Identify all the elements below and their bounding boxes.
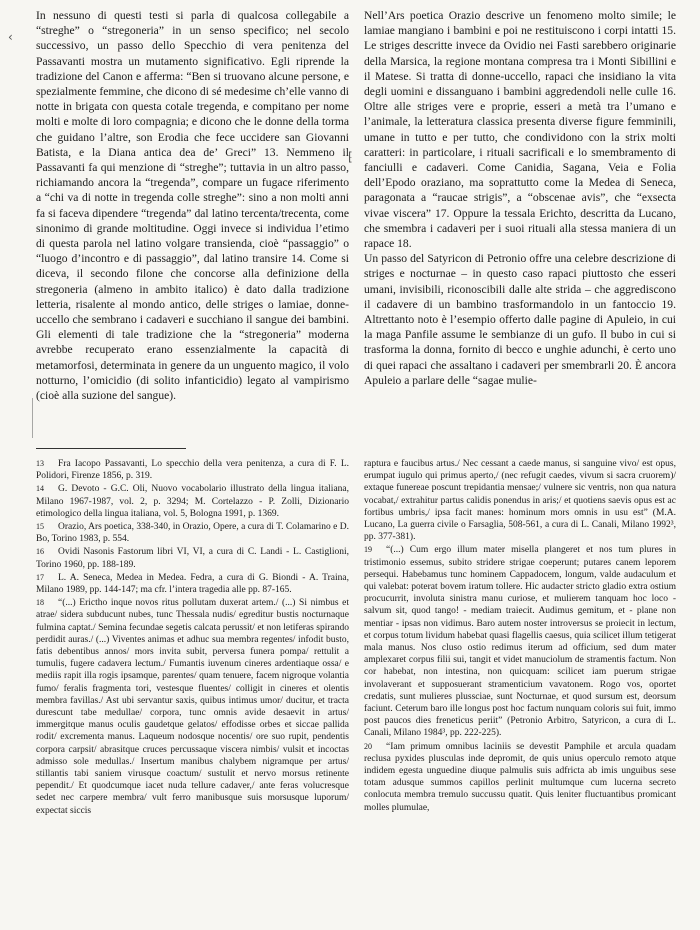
- footnote-15: 15 Orazio, Ars poetica, 338-340, in Orazio, Opere, a cura di T. Colamarino e D. Bo, Torino 1983, p. 554.: [36, 522, 349, 545]
- footnote-13: 13 Fra Iacopo Passavanti, Lo specchio della vera penitenza, a cura di F. L. Polidori, Firenze 1856, p. 319.: [36, 459, 349, 482]
- right-body-paragraph-2: Un passo del Satyricon di Petronio offre una celebre descrizione di striges e nocturnae – in questo caso rapaci piuttosto che esseri umani, invisibili, riconoscibili dalle alte strida – che aggrediscono il cadavere di un bambino trasformandolo in un fantoccio 19. Altrettanto noto è l’esempio offerto dalle pagine di Apuleio, in cui la maga Panfile assume le sembianze di un gufo. Il bubo in cui si trasforma la donna, fornito di becco e unghie adunchi, è certo uno di quei rapaci che assaltano i cadaveri per smembrarli 20. È ancora Apuleio a parlare delle “sagae mulie-: [364, 252, 676, 387]
- footnote-20: 20 “Iam primum omnibus laciniis se devestit Pamphile et arcula quadam reclusa pyxides plusculas inde depromit, de quis unius operculo remoto atque indidem egesta unguedine diuque palmulis suis adfricta ab imis unguibus sese totam adusque summos capillos perlinit multumque cum lucerna secreto conlocuta membra tremulo succussu quatit. Quis leniter fluctuantibus promicant molles plumulae,: [364, 741, 676, 813]
- footnote-separator: [36, 448, 186, 449]
- footnote-14: 14 G. Devoto - G.C. Oli, Nuovo vocabolario illustrato della lingua italiana, Milano 1967-1987, vol. 2, p. 3294; M. Cortelazzo - P. Zolli, Dizionario etimologico della lingua italiana, vol. 5, Bologna 1991, p. 1369.: [36, 484, 349, 519]
- left-body-column: [36, 8, 349, 403]
- margin-pencil-mark-left: ‹: [8, 30, 13, 44]
- right-footnotes: [364, 458, 676, 815]
- right-body-column: [364, 8, 676, 388]
- footnote-18: 18 “(...) Erictho inque novos ritus pollutam duxerat artem./ (...) Si nimbus et atrae/ sidera subducunt nubes, tunc Thessala nudis/ egreditur bustis nocturnaque fulmina captat./ Semina fecundae segetis calcata perussit/ et non letiferas spirando perdidit auras./ (...) Viventes animas et adhuc sua membra regentes/ infodit busto, fatis debentibus annos/ mors invita subit, perversa funera pompa/ rettulit a tumulis, fugere cadavera lectum./ Fumantis iuvenum cineres ardentiaque ossa/ e mediis rapit illa rogis ipsamque, parentes/ quam tenuere, facem nigroque volantia fumo/ feralis fragmenta tori, vestesque fluentes/ colligit in cineres et olentis membra favillas./ Ast ubi servantur saxis, quibus intimus umor/ ducitur, et tracta durescunt tabe medullae/ corpora, tunc omnis avide desaevit in artus/ immergitque manus oculis gaudetque gelatos/ effodisse orbes et siccae pallida rodit/ excrementa manus. Laqueum nodosque nocentis/ ore suo rupit, pendentis corpora carpsit/ abrasitque cruces percussaque viscera nimbis/ vulsit et incoctas admisso sole medullas./ Insertum manibus chalybem nigramque per artus/ stillantis tabi saniem virusque coactum/ sustulit et nervo morsus retinente pependit./ Et quodcumque iacet nuda tellure cadaver,/ ante feras volucresque sedet nec carpere membra/ vult ferro manibusque suis morsusque luporum/ expectat siccis: [36, 598, 349, 816]
- footnote-18-continued: raptura e faucibus artus./ Nec cessant a caede manus, si sanguine vivo/ est opus, erumpat iugulo qui primus aperto,/ (nec refugit caedes, vivum si sacra cruorem)/ extaque funereae poscunt trepidantia mensae;/ vulnere sic ventris, non qua natura vocabat,/ extrahitur partus calidis ponendus in aris;/ et quotiens saevis opus est ac fortibus umbris,/ ipsa facit manes: hominum mors omnis in usu est” (M.A. Lucano, La guerra civile o Farsaglia, 508-561, a cura di L. Canali, Milano 1992³, pp. 377-381).: [364, 459, 676, 543]
- footnote-16: 16 Ovidi Nasonis Fastorum libri VI, VI, a cura di C. Landi - L. Castiglioni, Torino 1960, pp. 188-189.: [36, 547, 349, 570]
- left-body-paragraph: In nessuno di questi testi si parla di qualcosa collegabile a “streghe” o “stregoneria” in un senso specifico; nel secolo successivo, un passo dello Specchio di vera penitenza del Passavanti mostra un mutamento significativo. Egli riprende la tradizione del Canon e afferma: “Ben si truovano alcune persone, e spezialmente femmine, che dicono di sé medesime ch’elle vanno di notte in brigata con questa cotale tregenda, e compitano per nome molti e molte di loro compagnia; e dicono che le donne della torma che guidano l’altre, son Erodia che fece uccidere san Giovanni Batista, e la Diana antica dea de’ Greci” 13. Nemmeno il Passavanti fa qui menzione di “streghe”; tuttavia in un altro passo, richiamando ancora la “tregenda”, compare un fugace riferimento a “chi va di notte in tregenda colle streghe”: sino a non molti anni fa si faceva dipendere “tregenda” dal latino tercenta/trecenta, come sinonimo di grande moltitudine. Oggi invece si individua l’etimo di questa parola nel latino volgare transienda, cioè “passaggio” o “luogo d’incontro e di passaggio”, dal latino transire 14. Come si diceva, il secondo filone che concorse alla definizione della stregoneria (almeno in ambito italico) è dato dalla tradizione letteria, risalente al mondo antico, delle striges o lamiae, donne-uccello che sembrano i cadaveri e succhiano il sangue dei bambini. Gli elementi di tale tradizione che la “stregoneria” moderna avrebbe recuperato erano essenzialmente la capacità di metamorfosi, determinata in genere da un unguento magico, il volo notturno, l’omicidio (di solito infanticidio) legato al vampirismo (cioè alla suzione del sangue).: [36, 9, 349, 403]
- left-footnotes: [36, 458, 349, 818]
- footnote-19: 19 “(...) Cum ergo illum mater misella plangeret et nos tum plures in tristimonio essemus, subito stridere strigae coeperunt; putares canem leporem persequi. Habebamus tunc hominem Cappadocem, longum, valde audaculum et qui valebat: poterat bovem iratum tollere. Hic audacter stricto gladio extra ostium procucurrit, involuta sinistra manu curiose, et mulierem tanquam hoc loco - salvum sit, quod tango! - mediam traiecit. Audimus gemitum, et - plane non mentiar - ipsas non vidimus. Baro autem noster introversus se proiecit in lectum, et corpus totum lividum habebat quasi flagellis caesus, quia scilicet illum tetigerat mala manus. Nos cluso ostio redimus iterum ad officium, sed dum mater amplexaret corpus filii sui, tangit et videt manuciolum de stramentis factum. Non cor habebat, non intestina, non quicquam: scilicet iam puerum strigae involaverant et supposuerant stramenticium vavatonem. Rogo vos, oportet credatis, sunt mulieres plussciae, sunt Nocturnae, et quod sursum est, deorsum faciunt. Ceterum baro ille longus post hoc factum nunquam coloris sui fuit, immo post paucos dies freneticus periit” (Petronio Arbitro, Satyricon, a cura di L. Canali, Milano 1984³, pp. 222-225).: [364, 545, 676, 739]
- margin-pencil-mark-center: ⁅: [348, 150, 353, 164]
- margin-pencil-bracket: [32, 398, 33, 438]
- right-body-paragraph-1: Nell’Ars poetica Orazio descrive un fenomeno molto simile; le lamiae mangiano i bambini e poi ne restituiscono i corpi intatti 15. Le striges descritte invece da Ovidio nei Fasti sarebbero originarie della Marsica, la regione montana compresa tra i Monti Sibillini e il Matese. Si tratta di donne-uccello, rapaci che insidiano la vita degli uomini e dissanguano i bambini aggredendoli nelle culle 16. Oltre alle striges vere e proprie, esseri a metà tra l’umano e l’animale, la letteratura classica presenta diverse figure femminili, umane in tutto e per tutto, che condividono con la strix molti caratteri: in particolare, i rituali sacrificali e lo smembramento di fanciulli e cadaveri. Come Canidia, Sagana, Veia e Folia dell’Epodo oraziano, ma soprattutto come la Medea di Seneca, paragonata a “raucae strigis”, a “obscenae avis”, che “exsecta vivae viscera” 17. Oppure la tessala Erichto, descritta da Lucano, che smembra i cadaveri per i suoi rituali alla stessa maniera di un rapace 18.: [364, 9, 676, 251]
- footnote-17: 17 L. A. Seneca, Medea in Medea. Fedra, a cura di G. Biondi - A. Traina, Milano 1989, pp. 144-147; ma cfr. l’intera tragedia alle pp. 87-165.: [36, 572, 349, 596]
